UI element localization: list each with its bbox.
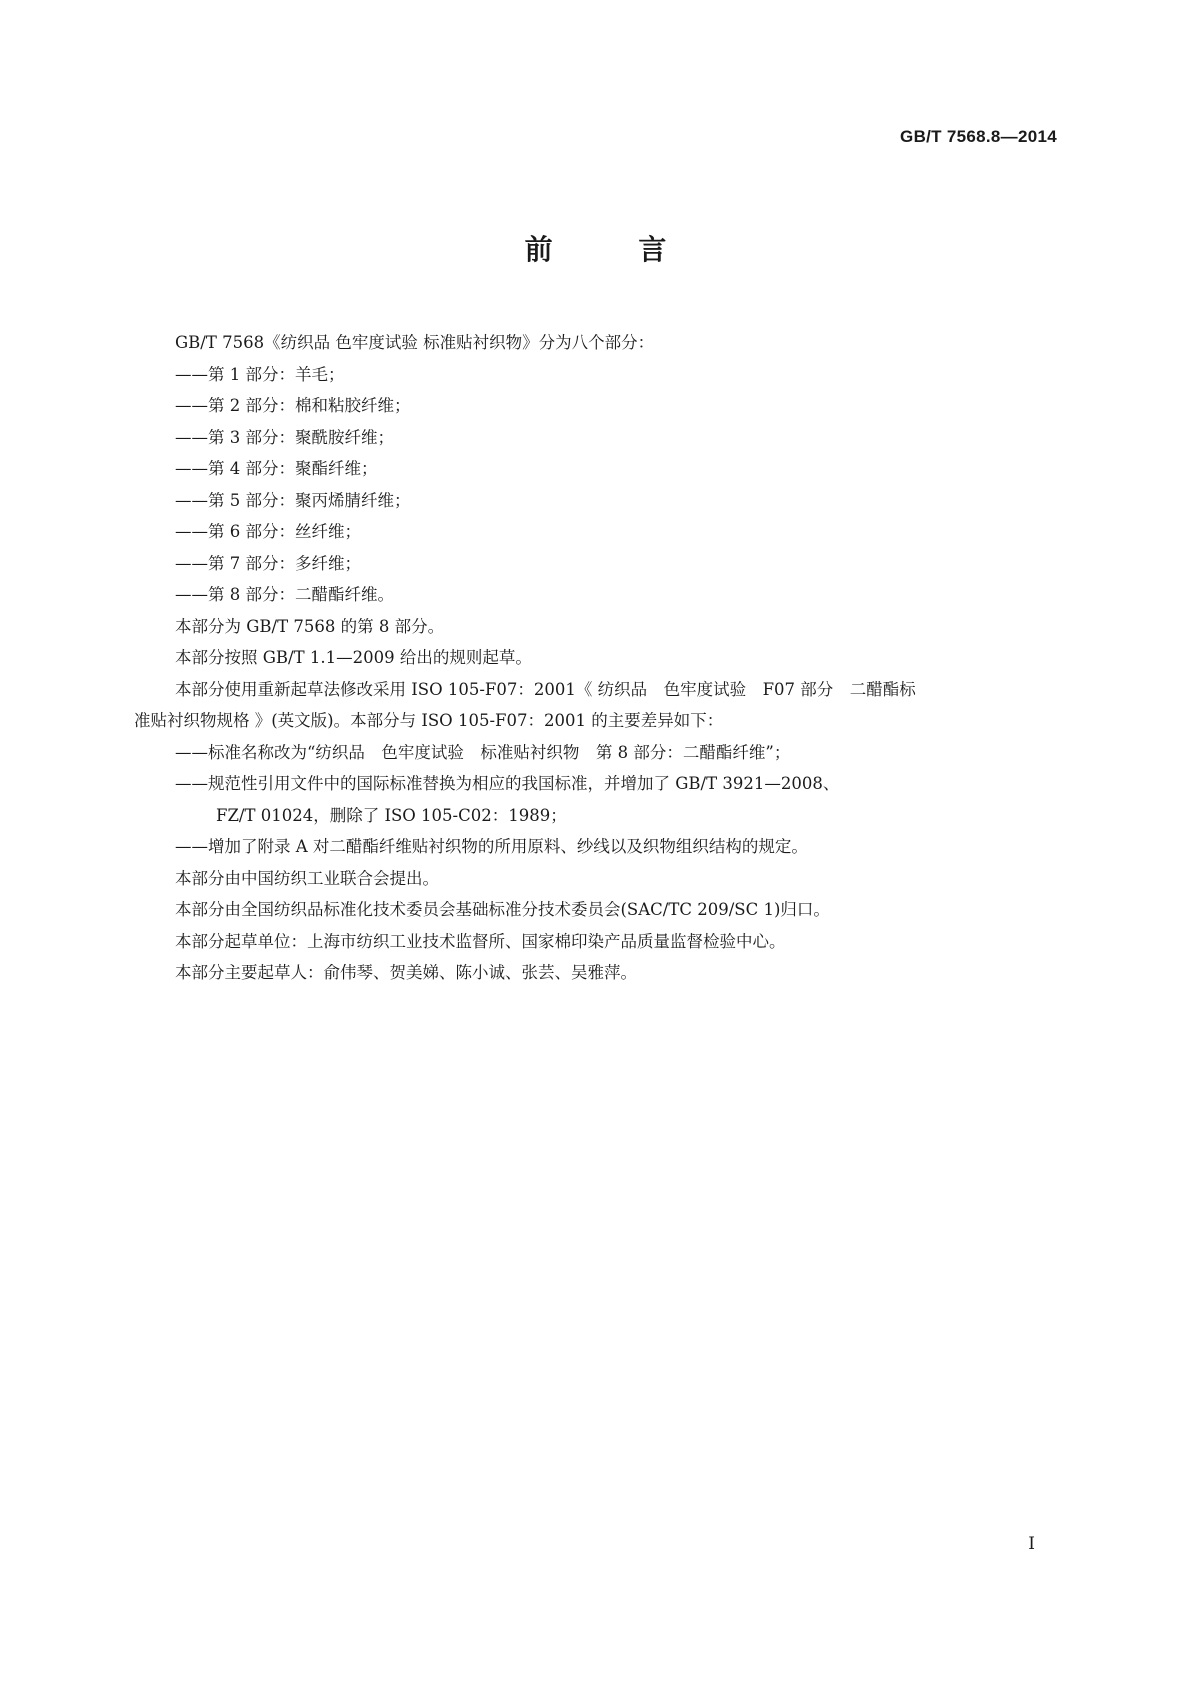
- iso-adoption-statement-line2: 准贴衬织物规格 》(英文版)。本部分与 ISO 105-F07：2001 的主要差异如下：: [134, 711, 724, 730]
- iso-adoption-statement-line1: 本部分使用重新起草法修改采用 ISO 105-F07：2001《 纺织品 色牢度试验 F07 部分 二醋酯标: [175, 679, 916, 699]
- drafting-rules-statement: 本部分按照 GB/T 1.1—2009 给出的规则起草。: [175, 648, 532, 667]
- part-list-item: ——第 6 部分：丝纤维；: [175, 522, 361, 541]
- difference-item-continuation: FZ/T 01024，删除了 ISO 105-C02：1989；: [216, 805, 567, 825]
- difference-item: ——标准名称改为“纺织品 色牢度试验 标准贴衬织物 第 8 部分：二醋酯纤维”；: [175, 742, 791, 762]
- standard-number: GB/T 7568.8—2014: [900, 127, 1057, 146]
- part-list-item: ——第 5 部分：聚丙烯腈纤维；: [175, 490, 411, 510]
- page-title: 前 言: [524, 233, 705, 266]
- page-number: I: [1028, 1534, 1035, 1554]
- intro-paragraph: GB/T 7568《纺织品 色牢度试验 标准贴衬织物》分为八个部分：: [175, 333, 655, 352]
- drafters-statement: 本部分主要起草人：俞伟琴、贺美娣、陈小诚、张芸、吴雅萍。: [175, 963, 637, 982]
- part-list-item: ——第 4 部分：聚酯纤维；: [175, 459, 378, 478]
- proposed-by-statement: 本部分由中国纺织工业联合会提出。: [175, 868, 439, 888]
- part-list-item: ——第 3 部分：聚酰胺纤维；: [175, 427, 394, 447]
- foreword-body: [134, 327, 1065, 989]
- managed-by-statement: 本部分由全国纺织品标准化技术委员会基础标准分技术委员会(SAC/TC 209/SC 1)归口。: [175, 900, 830, 919]
- part-of-statement: 本部分为 GB/T 7568 的第 8 部分。: [175, 616, 445, 636]
- difference-item: ——增加了附录 A 对二醋酯纤维贴衬织物的所用原料、纱线以及织物组织结构的规定。: [175, 837, 808, 856]
- part-list-item: ——第 8 部分：二醋酯纤维。: [175, 585, 394, 604]
- drafting-units-statement: 本部分起草单位：上海市纺织工业技术监督所、国家棉印染产品质量监督检验中心。: [175, 931, 786, 951]
- part-list-item: ——第 1 部分：羊毛；: [175, 364, 345, 384]
- part-list-item: ——第 2 部分：棉和粘胶纤维；: [175, 396, 411, 415]
- difference-item: ——规范性引用文件中的国际标准替换为相应的我国标准，并增加了 GB/T 3921—2008、: [175, 774, 840, 793]
- part-list-item: ——第 7 部分：多纤维；: [175, 553, 361, 573]
